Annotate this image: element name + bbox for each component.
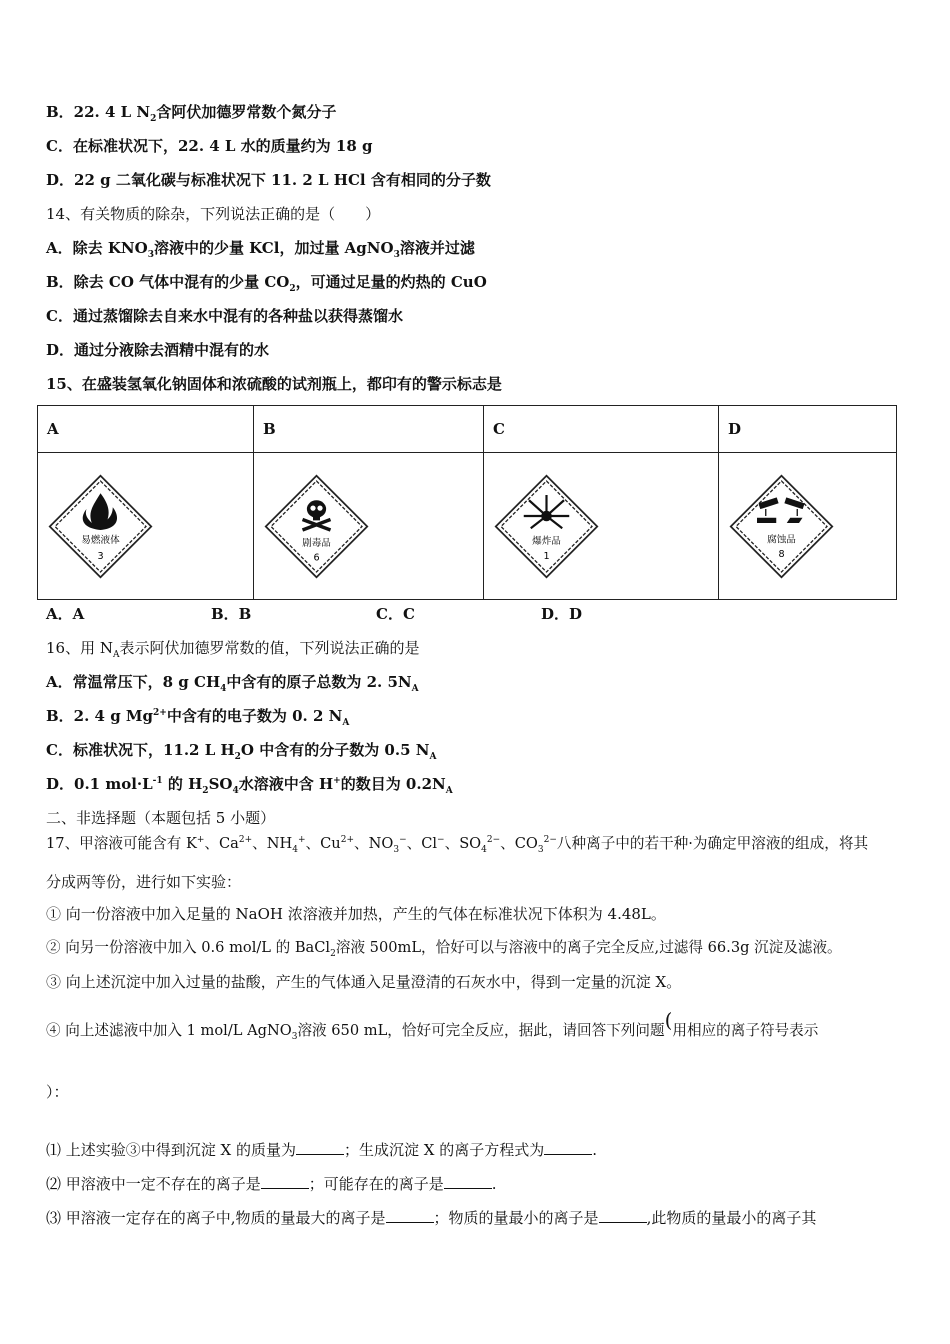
flammable-liquid-icon <box>48 474 153 579</box>
q17-step3: ③ 向上述沉淀中加入过量的盐酸，产生的气体通入足量澄清的石灰水中，得到一定量的沉淀 X。 <box>46 973 682 991</box>
q16-option-d: D．0.1 $mol\cdot L^{-1}$ 的 $H_2SO_4$水溶液中含 H+的数目为 $0.2N_A$ <box>46 775 453 796</box>
q16-stem: 16、用 $N_A$表示阿伏加德罗常数的值，下列说法正确的是 <box>46 639 420 660</box>
sign-number: 1 <box>543 550 550 562</box>
sign-label: 剧毒品 <box>302 537 331 549</box>
q14-option-d: D．通过分液除去酒精中混有的水 <box>46 341 270 359</box>
sign-cell-a <box>38 453 254 600</box>
q16-option-a: A．常温常压下，8 g $CH_4$中含有的原子总数为 2. $5N_A$ <box>46 673 419 694</box>
q16-option-c: C．标准状况下，11.2 L $H_2O$ 中含有的分子数为 0.5 $N_A$ <box>46 741 437 762</box>
answer-blank[interactable] <box>444 1174 492 1189</box>
answer-blank[interactable] <box>599 1208 647 1223</box>
sign-number: 6 <box>313 552 320 564</box>
answer-blank[interactable] <box>386 1208 434 1223</box>
sign-label: 爆炸品 <box>532 535 561 547</box>
header-c: C <box>484 406 719 453</box>
sign-cell-d <box>719 453 897 600</box>
q17-subquestion-1: ⑴ 上述实验③中得到沉淀 X 的质量为 ；生成沉淀 X 的离子方程式为 . <box>46 1141 597 1159</box>
header-a: A <box>38 406 254 453</box>
q15-options-table <box>37 405 897 600</box>
answer-d: D．D <box>541 605 583 623</box>
q14-stem: 14、有关物质的除杂，下列说法正确的是（ ） <box>46 205 381 223</box>
answer-c: C．C <box>376 605 415 623</box>
q17-subquestion-2: ⑵ 甲溶液中一定不存在的离子是 ；可能存在的离子是 . <box>46 1175 497 1193</box>
q13-option-b: B．22. 4 L $N_2$含阿伏加德罗常数个氮分子 <box>46 103 337 124</box>
answer-blank[interactable] <box>296 1140 344 1155</box>
sign-number: 3 <box>97 550 104 562</box>
q14-option-a: A．除去 $KNO_3$溶液中的少量 KCl，加过量 AgNO$_3$溶液并过滤 <box>46 239 475 260</box>
header-d: D <box>719 406 897 453</box>
answer-a: A．A <box>46 605 85 623</box>
sign-label: 易燃液体 <box>81 534 120 546</box>
answer-blank[interactable] <box>544 1140 592 1155</box>
sign-cell-c <box>484 453 719 600</box>
corrosive-icon <box>729 474 834 579</box>
sign-number: 8 <box>778 548 785 560</box>
q15-stem: 15、在盛装氢氧化钠固体和浓硫酸的试剂瓶上，都印有的警示标志是 <box>46 375 502 393</box>
q13-option-d: D．22 g 二氧化碳与标准状况下 11. 2 L HCl 含有相同的分子数 <box>46 171 491 189</box>
q17-step2: ② 向另一份溶液中加入 0.6 mol/L 的 BaCl$_2$溶液 500mL，恰好可以与溶液中的离子完全反应,过滤得 66.3g 沉淀及滤液。 <box>46 939 842 959</box>
q14-option-c: C．通过蒸馏除去自来水中混有的各种盐以获得蒸馏水 <box>46 307 403 325</box>
answer-b: B．B <box>211 605 252 623</box>
q17-step1: ① 向一份溶液中加入足量的 NaOH 浓溶液并加热，产生的气体在标准状况下体积为 4.48L。 <box>46 905 666 923</box>
header-b: B <box>254 406 484 453</box>
q16-option-b: B．2. 4 g $Mg^{2+}$中含有的电子数为 0. 2 $N_A$ <box>46 707 350 728</box>
sign-cell-b <box>254 453 484 600</box>
q17-stem-line1: 17、甲溶液可能含有 K+、$Ca^{2+}$、$NH_4^+$、$Cu^{2+}$、$NO_3^-$、Cl−、$SO_4^{2-}$、$CO_3^{2-}$八种离子中的若干种·为确定甲溶液的组成，将其 <box>46 835 869 855</box>
q17-step4: ④ 向上述滤液中加入 1 mol/L AgNO$_3$溶液 650 mL，恰好可完全反应，据此，请回答下列问题(用相应的离子符号表示 <box>46 1008 819 1042</box>
toxic-icon <box>264 474 369 579</box>
q17-step4-end: ）： <box>46 1083 69 1101</box>
q15-answer-options <box>46 604 582 624</box>
q17-subquestion-3: ⑶ 甲溶液一定存在的离子中,物质的量最大的离子是 ；物质的量最小的离子是 ,此物质的量最小的离子其 <box>46 1209 817 1227</box>
section-heading: 二、非选择题（本题包括 5 小题） <box>46 809 276 827</box>
answer-blank[interactable] <box>261 1174 309 1189</box>
q13-option-c: C．在标准状况下，22. 4 L 水的质量约为 18 g <box>46 137 373 155</box>
sign-label: 腐蚀品 <box>767 533 796 545</box>
q17-stem-line2: 分成两等份，进行如下实验： <box>46 873 242 891</box>
explosive-icon <box>494 474 599 579</box>
q14-option-b: B．除去 CO 气体中混有的少量 $CO_2$，可通过足量的灼热的 CuO <box>46 273 487 294</box>
